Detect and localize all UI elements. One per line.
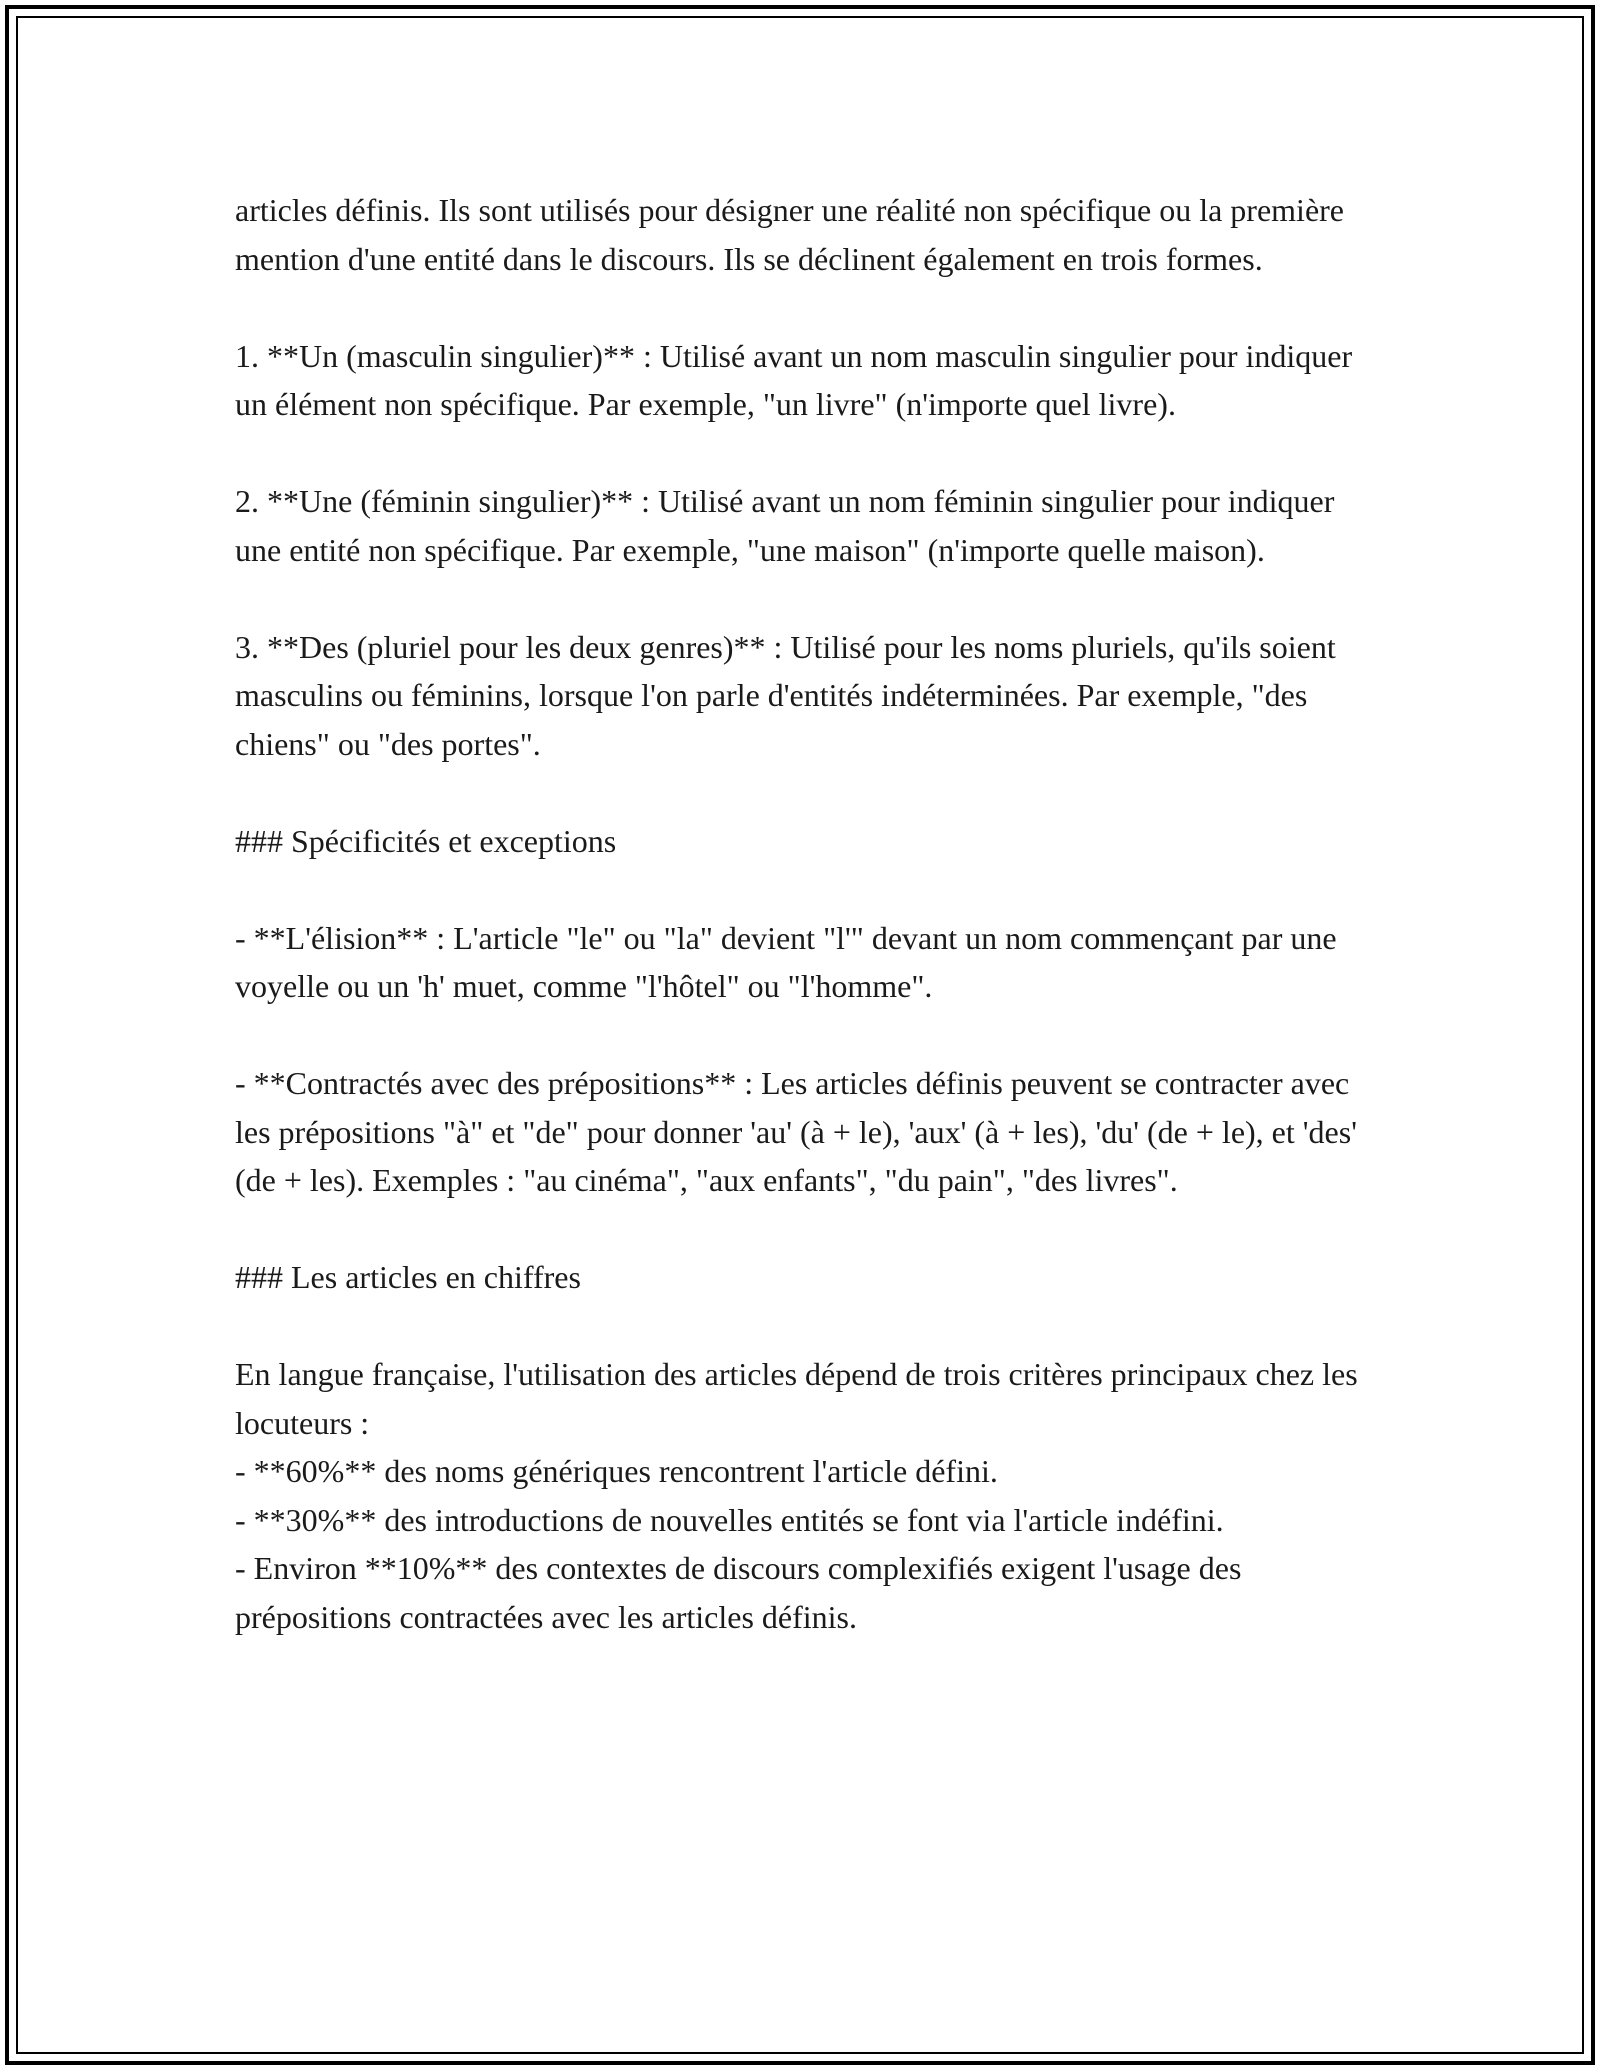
bullet-elision: - **L'élision** : L'article "le" ou "la" devient "l'" devant un nom commençant par une voyelle ou un 'h' muet, comme "l'hôtel" ou "l'homme". [235,919,1337,1004]
list-item-des: 3. **Des (pluriel pour les deux genres)** : Utilisé pour les noms pluriels, qu'ils soient masculins ou féminins, lorsque l'on parle d'entités indéterminées. Par exemple, "des chiens" ou "des portes". [235,628,1336,762]
document-body [235,186,1375,1641]
list-item-une: 2. **Une (féminin singulier)** : Utilisé avant un nom féminin singulier pour indiquer une entité non spécifique. Par exemple, "une maison" (n'importe quelle maison). [235,483,1335,568]
bullet-60: - **60%** des noms génériques rencontrent l'article défini. [235,1453,998,1489]
heading-specificites: ### Spécificités et exceptions [235,822,617,859]
list-item-un: 1. **Un (masculin singulier)** : Utilisé avant un nom masculin singulier pour indiquer un élément non spécifique. Par exemple, "un livre" (n'importe quel livre). [235,337,1353,422]
heading-chiffres: ### Les articles en chiffres [235,1259,581,1295]
bullet-10: - Environ **10%** des contextes de discours complexifiés exigent l'usage des prépositions contractées avec les articles définis. [235,1550,1242,1635]
paragraph-chiffres-intro: En langue française, l'utilisation des articles dépend de trois critères principaux chez les locuteurs : [235,1356,1358,1441]
paragraph-intro: articles définis. Ils sont utilisés pour désigner une réalité non spécifique ou la première mention d'une entité dans le discours. Ils se déclinent également en trois formes. [235,192,1344,277]
bullet-contractes: - **Contractés avec des prépositions** : Les articles définis peuvent se contracter avec les prépositions "à" et "de" pour donner 'au' (à + le), 'aux' (à + les), 'du' (de + le), et 'des' (de + les). Exemples : "au cinéma", "aux enfants", "du pain", "des livres". [235,1065,1357,1198]
bullet-30: - **30%** des introductions de nouvelles entités se font via l'article indéfini. [235,1501,1224,1538]
